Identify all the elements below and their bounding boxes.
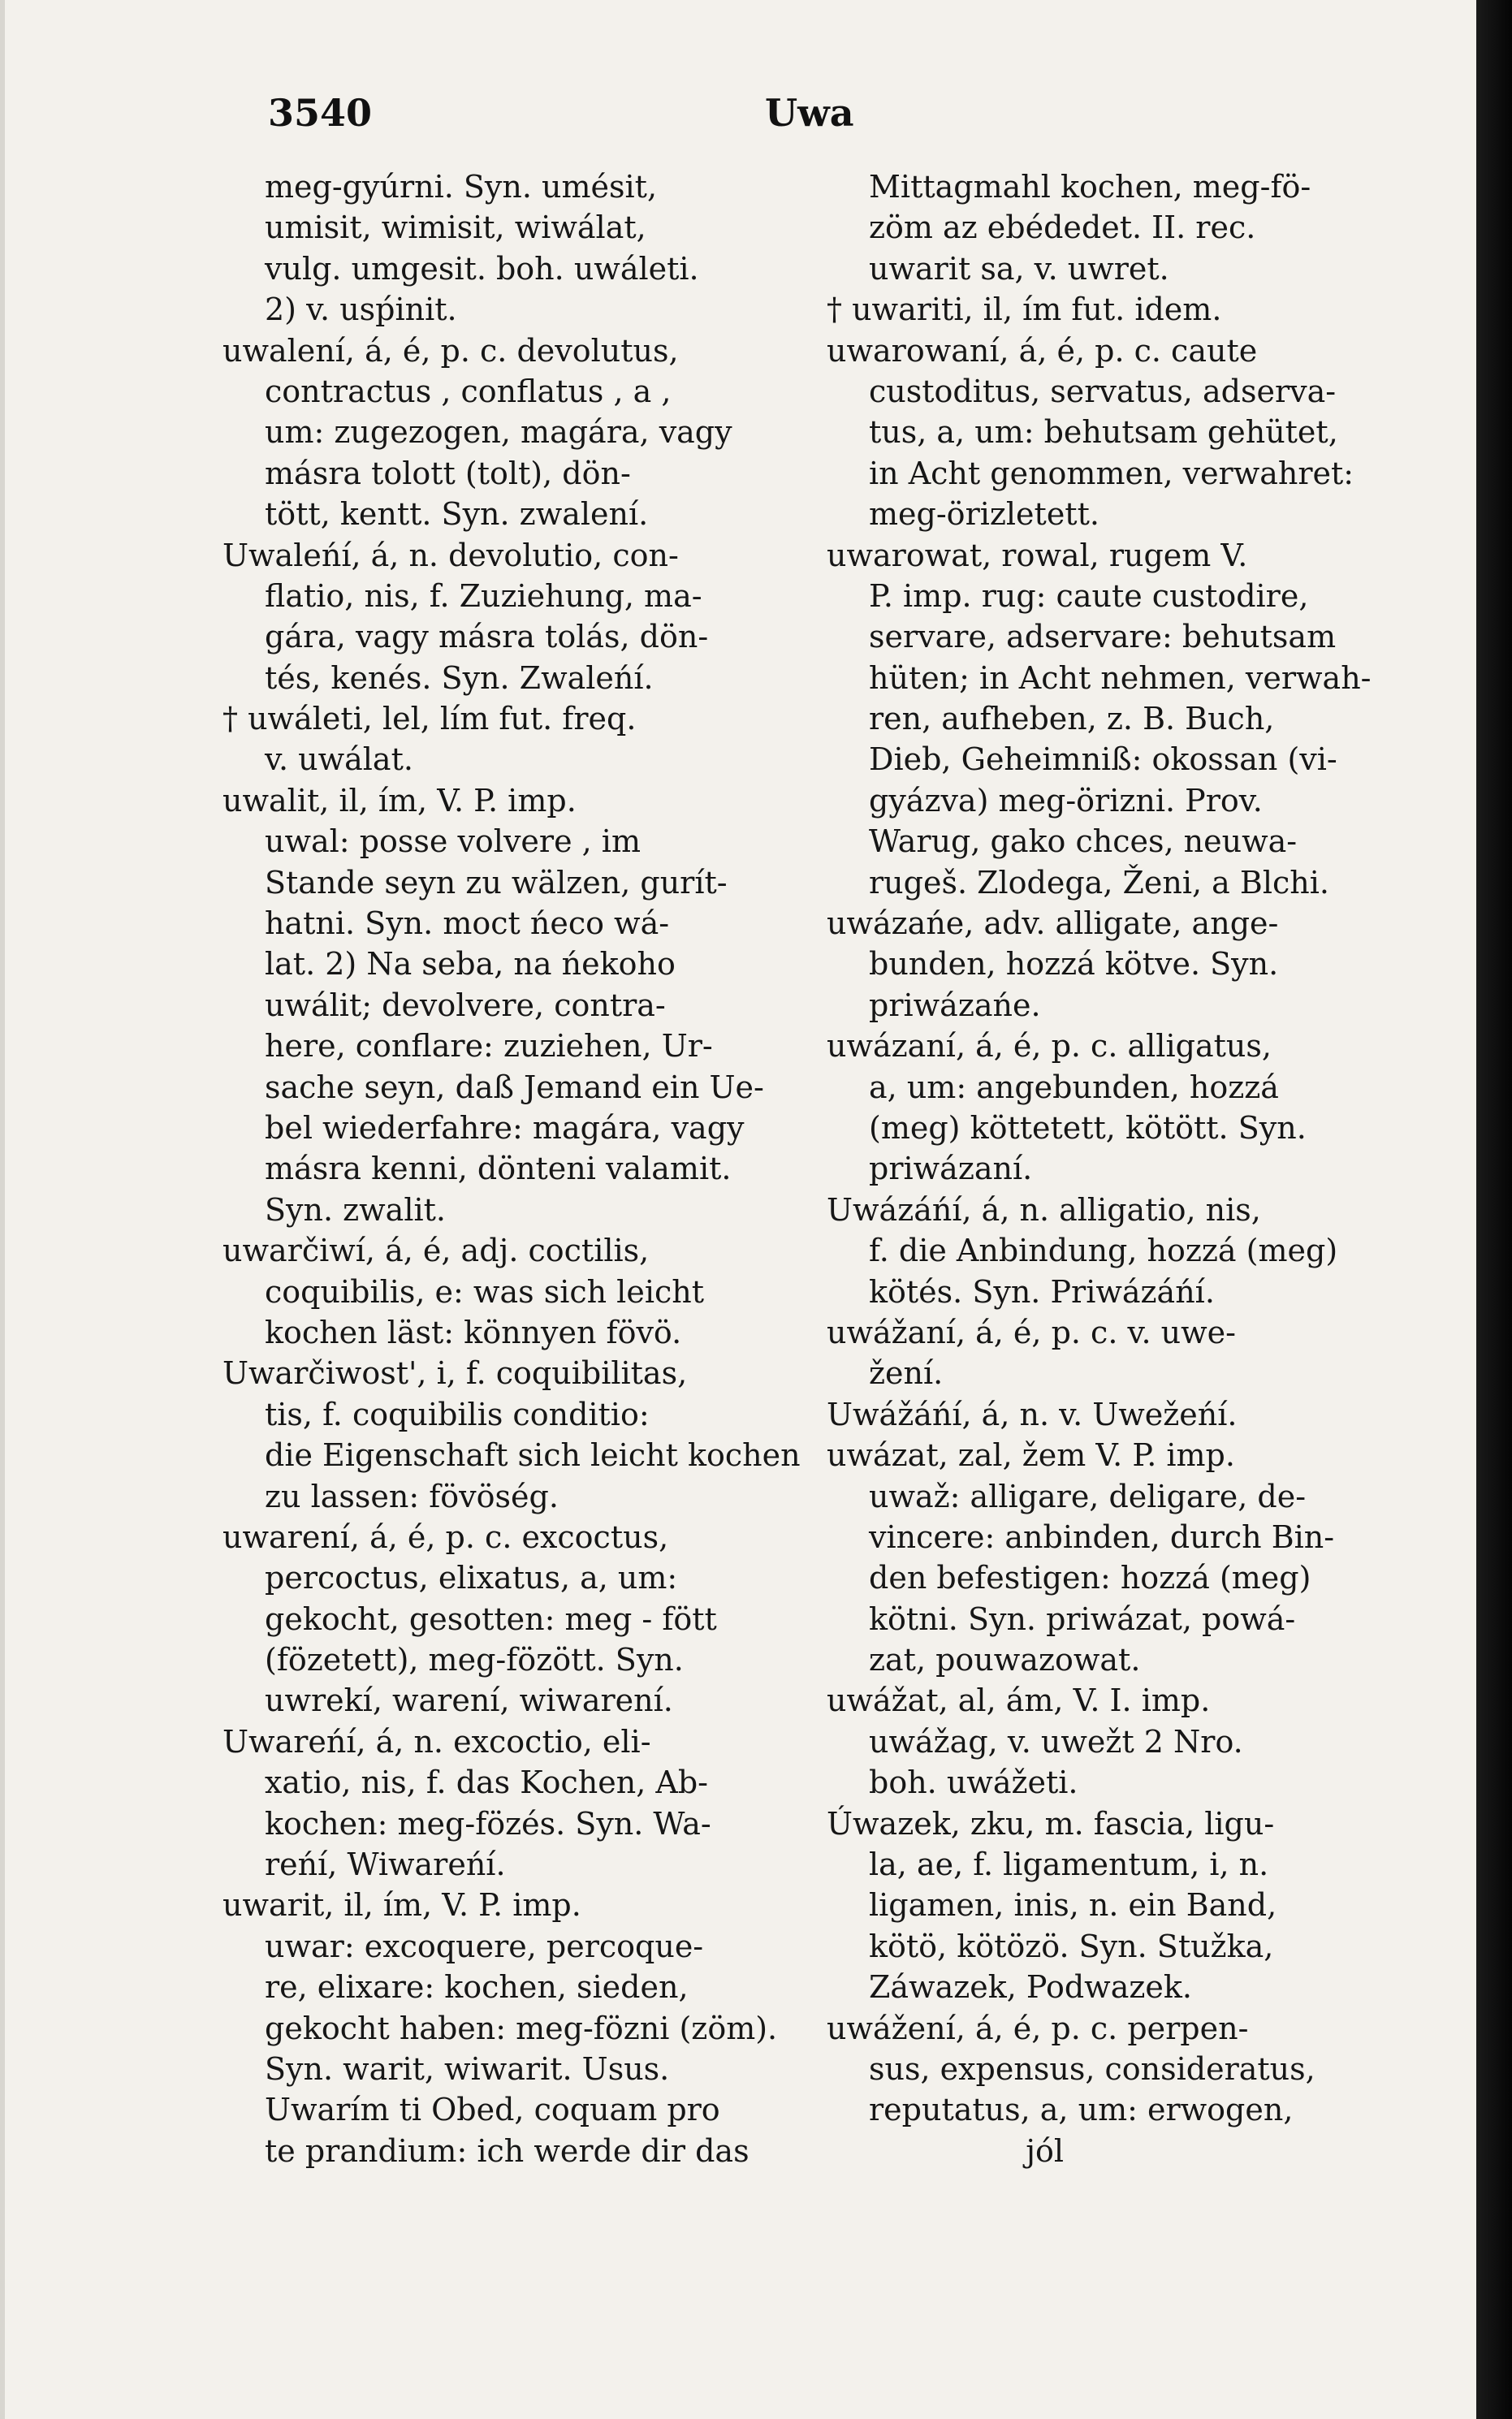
text-line: Úwazek, zku, m. fascia, ligu- — [827, 1805, 1275, 1842]
text-line: Uwaleńí, á, n. devolutio, con- — [222, 537, 679, 573]
text-line: uwážení, á, é, p. c. perpen- — [827, 2010, 1249, 2046]
text-line: Mittagmahl kochen, meg-fö- — [869, 169, 1311, 205]
text-line: Syn. zwalit. — [265, 1191, 446, 1228]
page-number: 3540 — [268, 91, 373, 135]
text-line: lat. 2) Na seba, na ńekoho — [265, 946, 676, 983]
text-line: kötés. Syn. Priwázáńí. — [869, 1273, 1215, 1310]
text-line: flatio, nis, f. Zuziehung, ma- — [265, 577, 702, 614]
text-line: um: zugezogen, magára, vagy — [265, 414, 732, 451]
text-line: uwalit, il, ím, V. P. imp. — [222, 782, 577, 819]
text-line: den befestigen: hozzá (meg) — [869, 1560, 1311, 1596]
text-line: zu lassen: fövöség. — [265, 1478, 559, 1514]
text-line: v. uwálat. — [265, 741, 413, 778]
page-header — [268, 91, 1421, 148]
text-line: coquibilis, e: was sich leicht — [265, 1273, 704, 1310]
text-line: a, um: angebunden, hozzá — [869, 1069, 1279, 1105]
text-line: uwarčiwí, á, é, adj. coctilis, — [222, 1233, 650, 1269]
text-line: uwaž: alligare, deligare, de- — [869, 1478, 1307, 1514]
text-line: uwázaní, á, é, p. c. alligatus, — [827, 1028, 1272, 1065]
text-line: uwarit, il, ím, V. P. imp. — [222, 1887, 581, 1924]
left-column — [222, 166, 815, 2171]
running-head: Uwa — [765, 91, 854, 135]
text-line: custoditus, servatus, adserva- — [869, 373, 1337, 409]
text-line: kötö, kötözö. Syn. Stužka, — [869, 1928, 1274, 1964]
text-line: xatio, nis, f. das Kochen, Ab- — [265, 1765, 708, 1801]
text-line: rugeš. Zlodega, Ženi, a Blchi. — [869, 864, 1329, 901]
text-line: zat, pouwazowat. — [869, 1642, 1141, 1678]
text-line: kochen läst: könnyen fövö. — [265, 1314, 682, 1350]
text-line: priwázaní. — [869, 1151, 1033, 1187]
text-line: kochen: meg-fözés. Syn. Wa- — [265, 1805, 711, 1842]
text-line: gekocht haben: meg-fözni (zöm). — [265, 2010, 778, 2046]
text-line: vincere: anbinden, durch Bin- — [869, 1518, 1335, 1555]
text-line: bel wiederfahre: magára, vagy — [265, 1109, 745, 1146]
text-line: uwázat, zal, žem V. P. imp. — [827, 1437, 1235, 1474]
text-line: percoctus, elixatus, a, um: — [265, 1560, 678, 1596]
text-line: Uwareńí, á, n. excoctio, eli- — [222, 1723, 651, 1760]
text-line: jól — [869, 2132, 1065, 2169]
text-line: tés, kenés. Syn. Zwaleńí. — [265, 659, 654, 696]
text-line: tis, f. coquibilis conditio: — [265, 1396, 650, 1432]
text-line: meg-gyúrni. Syn. umésit, — [265, 169, 658, 205]
text-line: gyázva) meg-örizni. Prov. — [869, 782, 1263, 819]
text-line: la, ae, f. ligamentum, i, n. — [869, 1847, 1269, 1883]
text-line: hüten; in Acht nehmen, verwah- — [869, 659, 1372, 696]
text-line: die Eigenschaft sich leicht kochen — [265, 1437, 801, 1474]
text-line: uwrekí, warení, wiwarení. — [265, 1683, 673, 1719]
text-line: servare, adservare: behutsam — [869, 619, 1337, 655]
text-line: gekocht, gesotten: meg - fött — [265, 1600, 717, 1637]
text-line: uwážag, v. uwežt 2 Nro. — [869, 1723, 1243, 1760]
text-line: P. imp. rug: caute custodire, — [869, 577, 1309, 614]
text-line: hatni. Syn. moct ńeco wá- — [265, 905, 670, 942]
text-line: re, elixare: kochen, sieden, — [265, 1969, 689, 2006]
text-line: contractus , conflatus , a , — [265, 373, 672, 409]
text-line: Uwážáńí, á, n. v. Uwežeńí. — [827, 1396, 1238, 1432]
text-line: žení. — [869, 1355, 944, 1392]
text-line: umisit, wimisit, wiwálat, — [265, 210, 646, 246]
text-line: másra kenni, dönteni valamit. — [265, 1151, 732, 1187]
text-line: priwázańe. — [869, 987, 1041, 1023]
text-line: reputatus, a, um: erwogen, — [869, 2092, 1294, 2128]
text-line: uwalení, á, é, p. c. devolutus, — [222, 332, 679, 369]
text-line: Warug, gako chces, neuwa- — [869, 823, 1298, 860]
text-line: † uwáleti, lel, lím fut. freq. — [222, 701, 637, 737]
text-line: Stande seyn zu wälzen, gurít- — [265, 864, 728, 901]
text-line: másra tolott (tolt), dön- — [265, 455, 631, 491]
text-line: uwážaní, á, é, p. c. v. uwe- — [827, 1314, 1236, 1350]
text-line: uwal: posse volvere , im — [265, 823, 641, 860]
text-line: kötni. Syn. priwázat, powá- — [869, 1600, 1296, 1637]
text-line: in Acht genommen, verwahret: — [869, 455, 1354, 491]
text-line: Uwázáńí, á, n. alligatio, nis, — [827, 1191, 1261, 1228]
text-line: (fözetett), meg-fözött. Syn. — [265, 1642, 684, 1678]
text-line: † uwariti, il, ím fut. idem. — [827, 292, 1222, 328]
text-line: boh. uwážeti. — [869, 1765, 1078, 1801]
text-line: meg-örizletett. — [869, 496, 1099, 533]
text-line: bunden, hozzá kötve. Syn. — [869, 946, 1279, 983]
text-line: uwarit sa, v. uwret. — [869, 250, 1169, 287]
text-line: sache seyn, daß Jemand ein Ue- — [265, 1069, 764, 1105]
text-line: uwarení, á, é, p. c. excoctus, — [222, 1518, 669, 1555]
text-line: reńí, Wiwareńí. — [265, 1847, 506, 1883]
text-line: uwar: excoquere, percoque- — [265, 1928, 704, 1964]
text-line: f. die Anbindung, hozzá (meg) — [869, 1233, 1338, 1269]
text-line: (meg) köttetett, kötött. Syn. — [869, 1109, 1307, 1146]
text-line: uwážat, al, ám, V. I. imp. — [827, 1683, 1211, 1719]
text-line: 2) v. usṕinit. — [265, 292, 457, 328]
text-line: zöm az ebédedet. II. rec. — [869, 210, 1256, 246]
text-line: uwarowaní, á, é, p. c. caute — [827, 332, 1258, 369]
text-line: Dieb, Geheimniß: okossan (vi- — [869, 741, 1337, 778]
text-line: Uwarčiwost', i, f. coquibilitas, — [222, 1355, 688, 1392]
text-line: Syn. warit, wiwarit. Usus. — [265, 2050, 670, 2087]
binding-shadow — [1476, 0, 1512, 2419]
text-line: uwarowat, rowal, rugem V. — [827, 537, 1248, 573]
text-line: uwázańe, adv. alligate, ange- — [827, 905, 1279, 942]
text-line: te prandium: ich werde dir das — [265, 2132, 750, 2169]
text-line: uwálit; devolvere, contra- — [265, 987, 666, 1023]
text-line: gára, vagy másra tolás, dön- — [265, 619, 709, 655]
text-line: Záwazek, Podwazek. — [869, 1969, 1192, 2006]
text-line: Uwarím ti Obed, coquam pro — [265, 2092, 720, 2128]
text-line: ligamen, inis, n. ein Band, — [869, 1887, 1277, 1924]
text-line: tött, kentt. Syn. zwalení. — [265, 496, 649, 533]
right-column — [827, 166, 1418, 2171]
text-line: ren, aufheben, z. B. Buch, — [869, 701, 1275, 737]
text-line: vulg. umgesit. boh. uwáleti. — [265, 250, 699, 287]
text-line: here, conflare: zuziehen, Ur- — [265, 1028, 713, 1065]
text-line: sus, expensus, consideratus, — [869, 2050, 1315, 2087]
text-line: tus, a, um: behutsam gehütet, — [869, 414, 1338, 451]
